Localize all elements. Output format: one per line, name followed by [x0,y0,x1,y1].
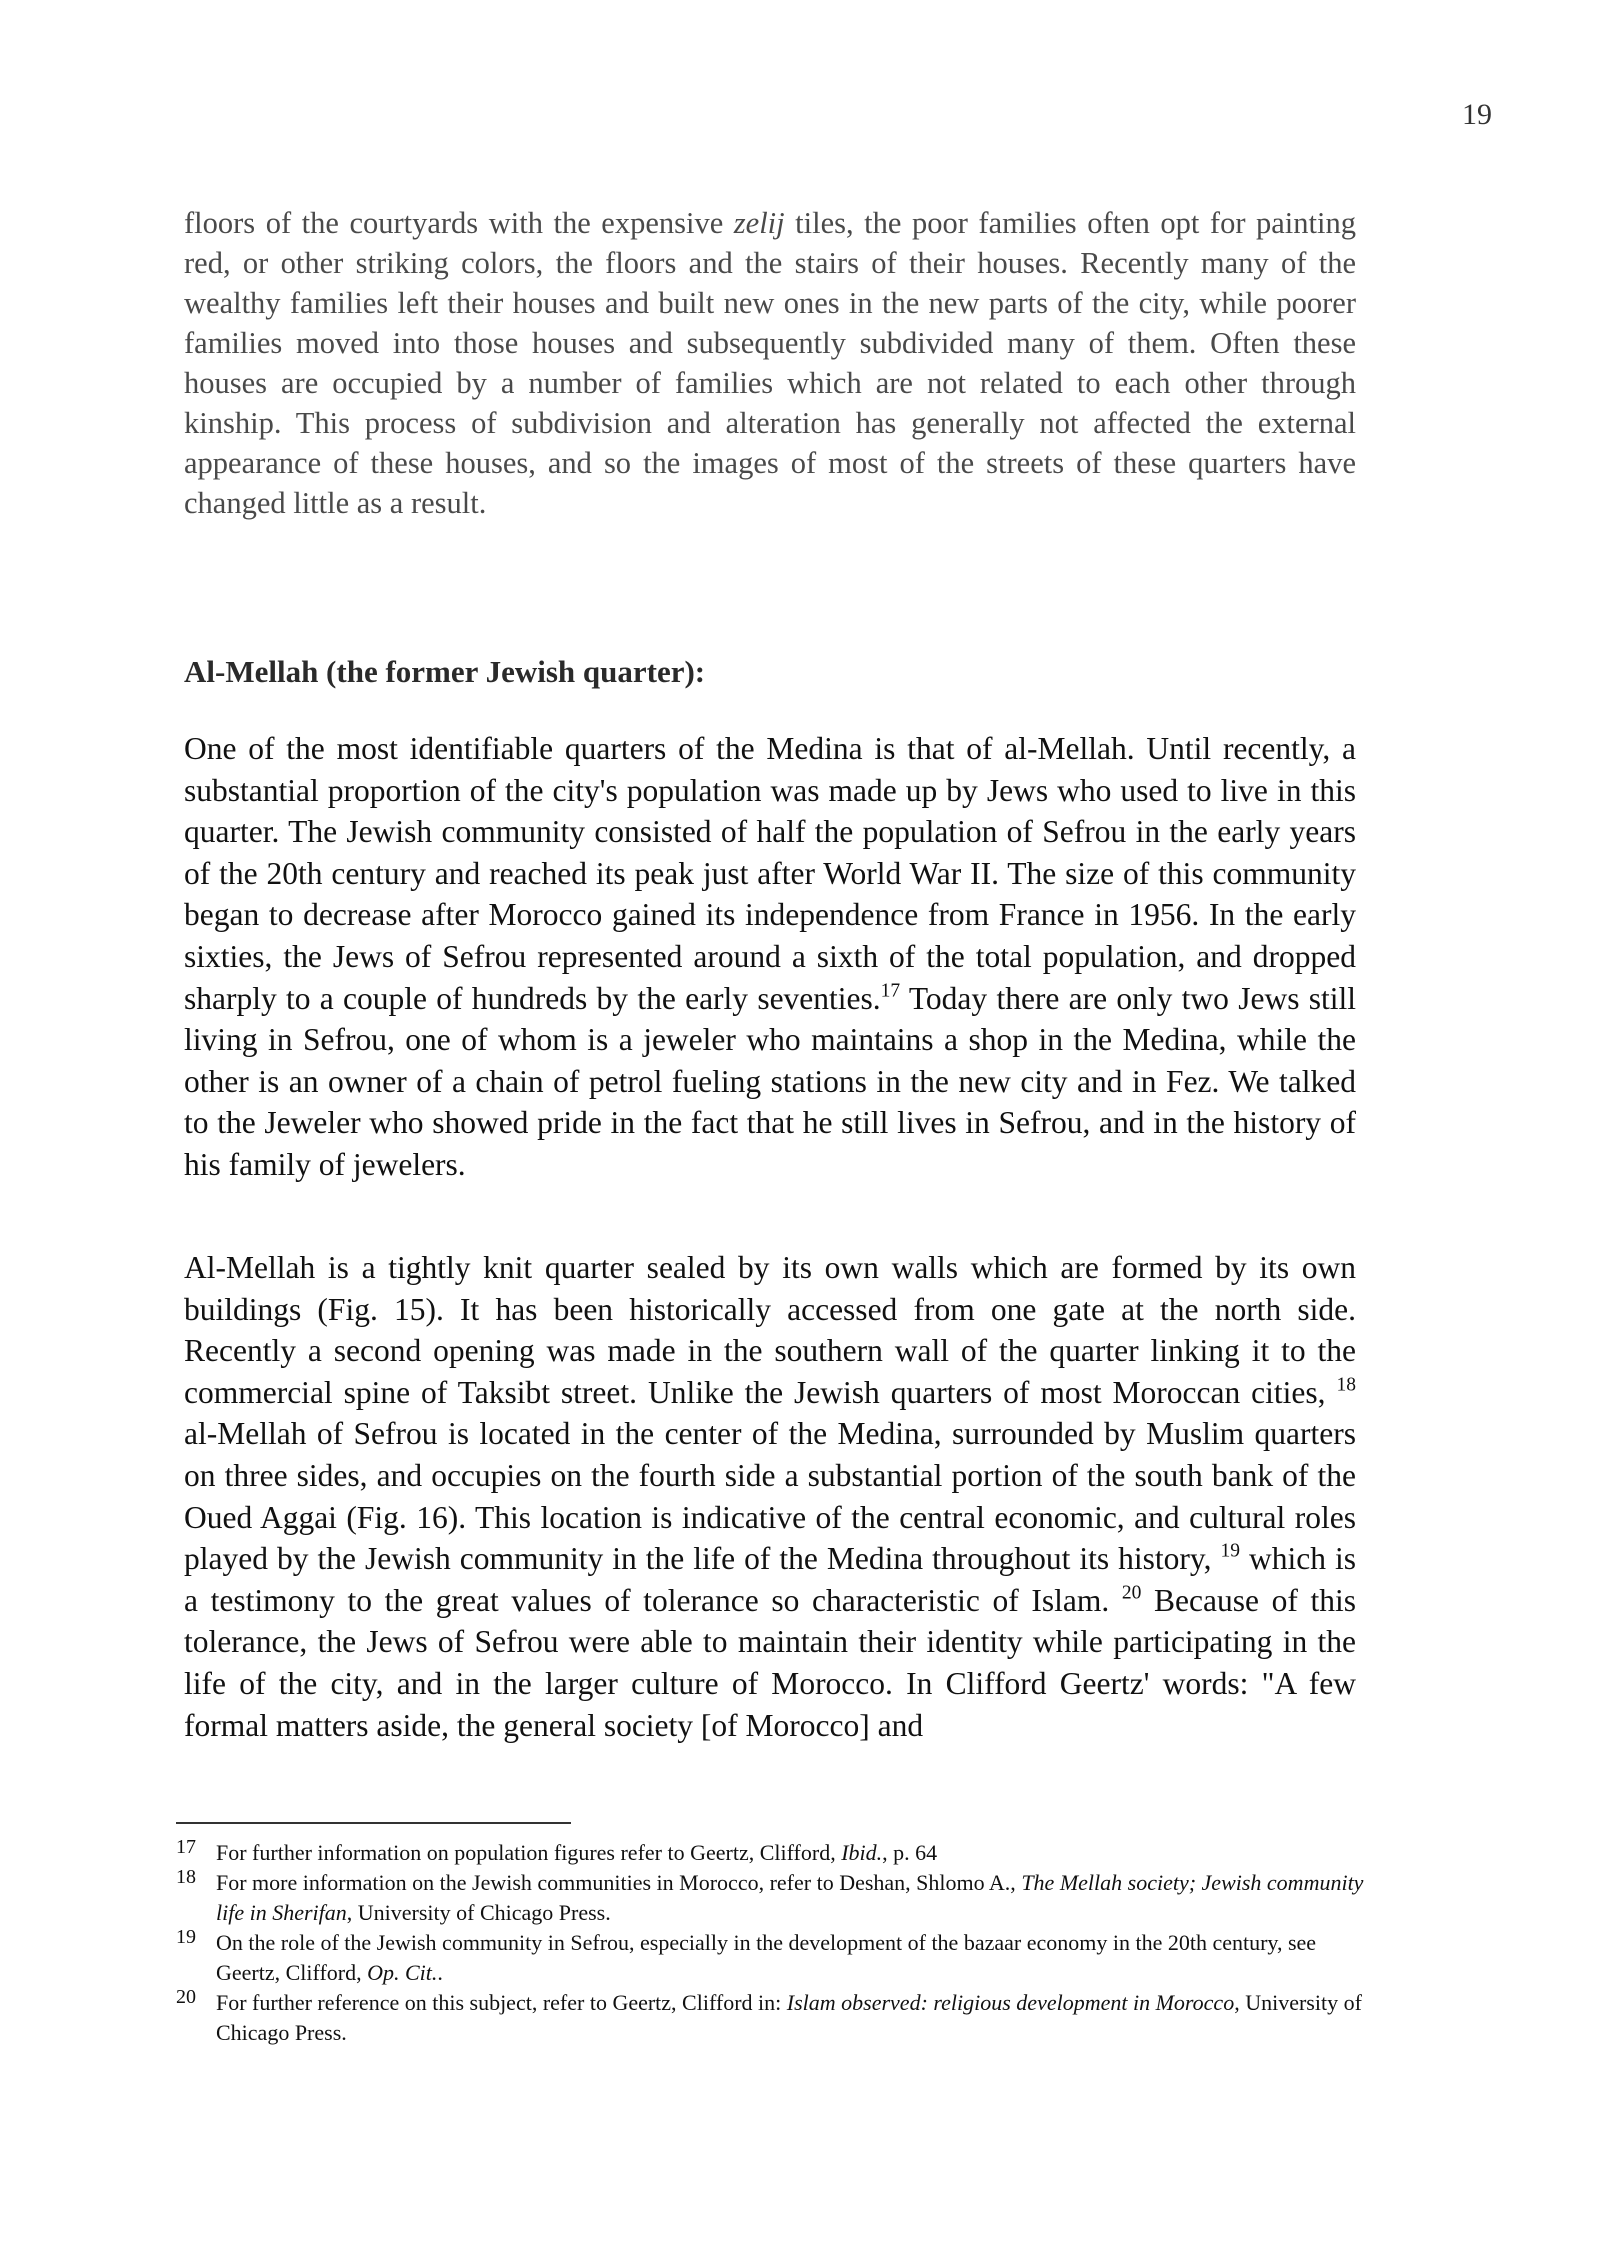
footnote-text: , p. 64 [882,1840,938,1865]
footnote-number: 17 [176,1836,196,1858]
footnote-italic: Op. Cit. [367,1960,438,1985]
footnote-17 [176,1838,1366,1868]
footnote-text: For further information on population figures refer to Geertz, Clifford, [216,1840,842,1865]
text-run: Today there are only two Jews still living in Sefrou, one of whom is a jeweler who maintains a shop in the Medina, while the other is an owner of a chain of petrol fueling stations in the new city and in Fez. We talked to the Jeweler who showed pride in the fact that he still lives in Sefrou, and in the history of his family of jewelers. [184,980,1356,1182]
footnote-text: For more information on the Jewish communities in Morocco, refer to Deshan, Shlomo A., [216,1870,1022,1895]
footnote-number: 18 [176,1866,196,1888]
page-number: 19 [1462,98,1492,131]
footnote-ref-18[interactable]: 18 [1336,1374,1356,1396]
footnote-18 [176,1868,1366,1928]
footnotes [176,1838,1366,2048]
footnote-number: 19 [176,1926,196,1948]
text-run: al-Mellah of Sefrou is located in the center of the Medina, surrounded by Muslim quarters on three sides, and occupies on the fourth side a substantial portion of the south bank of the Oued Aggai (Fig. 16). This location is indicative of the central economic, and cultural roles played by the Jewish community in the life of the Medina throughout its history, [184,1416,1356,1577]
footnote-text: . [437,1960,443,1985]
footnote-ref-17[interactable]: 17 [880,979,901,1001]
body-paragraph-3 [184,1247,1356,1746]
footnote-ref-19[interactable]: 19 [1220,1540,1240,1562]
footnote-text: , University of Chicago Press. [346,1900,611,1925]
body-paragraph-1 [184,203,1356,523]
footnote-19 [176,1928,1366,1988]
footnote-number: 20 [176,1986,196,2008]
body-paragraph-2 [184,728,1356,1186]
italic-term: zelij [733,206,785,240]
footnote-text: , University of Chicago Press. [216,1990,1362,2045]
footnote-italic: Islam observed: religious development in Morocco [786,1990,1235,2015]
text-run: floors of the courtyards with the expensive [184,206,734,240]
section-heading: Al-Mellah (the former Jewish quarter): [184,654,706,689]
text-run: Because of this tolerance, the Jews of Sefrou were able to maintain their identity while participating in the life of the city, and in the larger culture of Morocco. In Clifford Geertz' words: "A few formal matters aside, the general society [of Morocco] and [184,1582,1356,1743]
text-run: Al-Mellah is a tightly knit quarter sealed by its own walls which are formed by its own buildings (Fig. 15). It has been historically accessed from one gate at the north side. Recently a second opening was made in the southern wall of the quarter linking it to the commercial spine of Taksibt street. Unlike the Jewish quarters of most Moroccan cities, [184,1250,1356,1410]
footnote-italic: Ibid. [841,1840,883,1865]
footnote-ref-20[interactable]: 20 [1121,1582,1142,1604]
footnote-text: On the role of the Jewish community in Sefrou, especially in the development of the bazaar economy in the 20th century, see Geertz, Clifford, [216,1930,1317,1985]
text-run: which is a testimony to the great values of tolerance so characteristic of Islam. [184,1541,1356,1618]
text-run: One of the most identifiable quarters of the Medina is that of al-Mellah. Until recently, a substantial proportion of the city's population was made up by Jews who used to live in this quarter. The Jewish community consisted of half the population of Sefrou in the early years of the 20th century and reached its peak just after World War II. The size of this community began to decrease after Morocco gained its independence from France in 1956. In the early sixties, the Jews of Sefrou represented around a sixth of the total population, and dropped sharply to a couple of hundreds by the early seventies. [184,731,1356,1016]
footnote-20 [176,1988,1366,2048]
footnote-text: For further reference on this subject, refer to Geertz, Clifford in: [216,1990,787,2015]
footnote-divider [176,1822,571,1824]
footnote-italic: The Mellah society; Jewish community life in Sherifan [216,1870,1364,1925]
text-run: tiles, the poor families often opt for painting red, or other striking colors, the floors and the stairs of their houses. Recently many of the wealthy families left their houses and built new ones in the new parts of the city, while poorer families moved into those houses and subsequently subdivided many of them. Often these houses are occupied by a number of families which are not related to each other through kinship. This process of subdivision and alteration has generally not affected the external appearance of these houses, and so the images of most of the streets of these quarters have changed little as a result. [184,206,1356,520]
